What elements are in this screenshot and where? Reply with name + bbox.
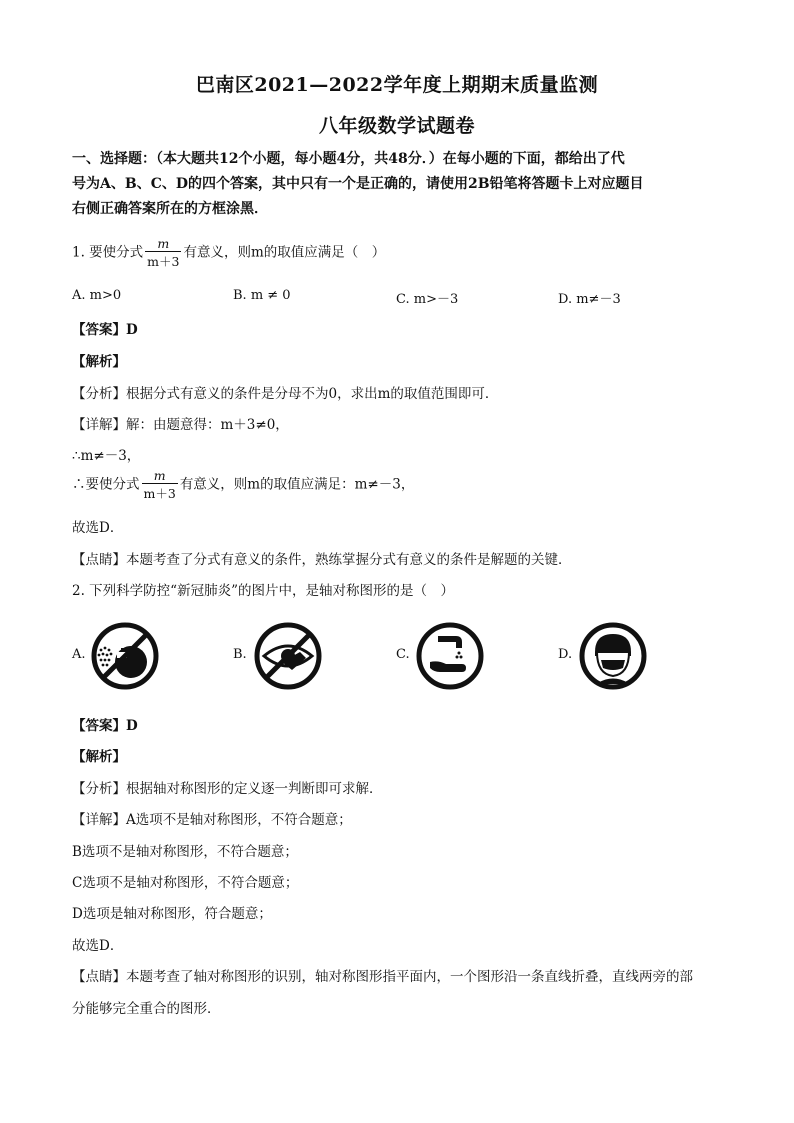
q1-answer: 【答案】D — [72, 322, 138, 338]
section-instructions-line2: 号为A、B、C、D的四个答案，其中只有一个是正确的，请使用2B铅笔将答题卡上对应题目 — [72, 176, 644, 192]
q1-step2-fraction — [142, 468, 178, 502]
q1-option-c: C. m>－3 — [396, 292, 459, 307]
q2-detail-a: 【详解】A选项不是轴对称图形，不符合题意； — [72, 812, 352, 828]
q1-option-d: D. m≠－3 — [558, 292, 621, 307]
q1-step2-numerator: m — [153, 468, 166, 483]
q1-fenxi: 【分析】根据分式有意义的条件是分母不为0，求出m的取值范围即可． — [72, 386, 499, 402]
q2-option-a-label: A. — [72, 647, 86, 662]
q2-detail-d: D选项是轴对称图形，符合题意； — [72, 906, 272, 922]
q1-step1: ∴m≠－3， — [72, 448, 141, 464]
q2-fenxi: 【分析】根据轴对称图形的定义逐一判断即可求解． — [72, 781, 383, 797]
q2-dianjing-line2: 分能够完全重合的图形． — [72, 1001, 221, 1017]
q1-step2-after: 有意义，则m的取值应满足：m≠－3， — [179, 476, 415, 493]
q1-step2-before: ∴要使分式 — [72, 476, 140, 493]
q2-option-d-label: D. — [558, 647, 573, 662]
q1-fraction — [145, 236, 181, 270]
wear-mask-icon — [579, 622, 647, 694]
q1-step2 — [72, 468, 414, 502]
q2-answer: 【答案】D — [72, 718, 138, 734]
q2-detail-c: C选项不是轴对称图形，不符合题意； — [72, 875, 299, 891]
q1-dianjing: 【点睛】本题考查了分式有意义的条件，熟练掌握分式有意义的条件是解题的关键． — [72, 552, 572, 568]
q1-option-a: A. m>0 — [72, 288, 122, 303]
q2-stem: 2. 下列科学防控“新冠肺炎”的图片中，是轴对称图形的是（ ） — [72, 583, 454, 599]
q1-step2-denominator: m＋3 — [142, 483, 178, 502]
wash-hands-icon — [416, 622, 484, 694]
no-spray-icon — [91, 622, 159, 694]
section-instructions-line1: 一、选择题：（本大题共12个小题，每小题4分，共48分．）在每小题的下面，都给出了代 — [72, 151, 625, 167]
no-touch-eye-icon — [254, 622, 322, 694]
q1-fraction-numerator: m — [157, 236, 170, 251]
q2-option-c-label: C. — [396, 647, 410, 662]
q2-dianjing-line1: 【点睛】本题考查了轴对称图形的识别，轴对称图形指平面内，一个图形沿一条直线折叠，直线两旁的部 — [72, 969, 693, 985]
q1-xiangjie: 【详解】解：由题意得：m＋3≠0， — [72, 417, 289, 433]
q1-guxuan: 故选D． — [72, 520, 124, 536]
q2-detail-b: B选项不是轴对称图形，不符合题意； — [72, 844, 298, 860]
q1-stem-before: 1. 要使分式 — [72, 244, 144, 261]
exam-title: 巴南区2021—2022学年度上期期末质量监测 — [195, 74, 599, 96]
q2-guxuan: 故选D． — [72, 938, 124, 954]
q1-jiexi: 【解析】 — [72, 354, 126, 370]
section-instructions-line3: 右侧正确答案所在的方框涂黑． — [72, 201, 268, 217]
q1-fraction-denominator: m＋3 — [145, 251, 181, 270]
q2-jiexi: 【解析】 — [72, 749, 126, 765]
q1-stem-after: 有意义，则m的取值应满足（ ） — [183, 244, 386, 261]
q1-stem — [72, 236, 385, 270]
q1-option-b: B. m ≠ 0 — [233, 288, 291, 303]
exam-subtitle: 八年级数学试题卷 — [318, 115, 475, 137]
q2-option-b-label: B. — [233, 647, 247, 662]
